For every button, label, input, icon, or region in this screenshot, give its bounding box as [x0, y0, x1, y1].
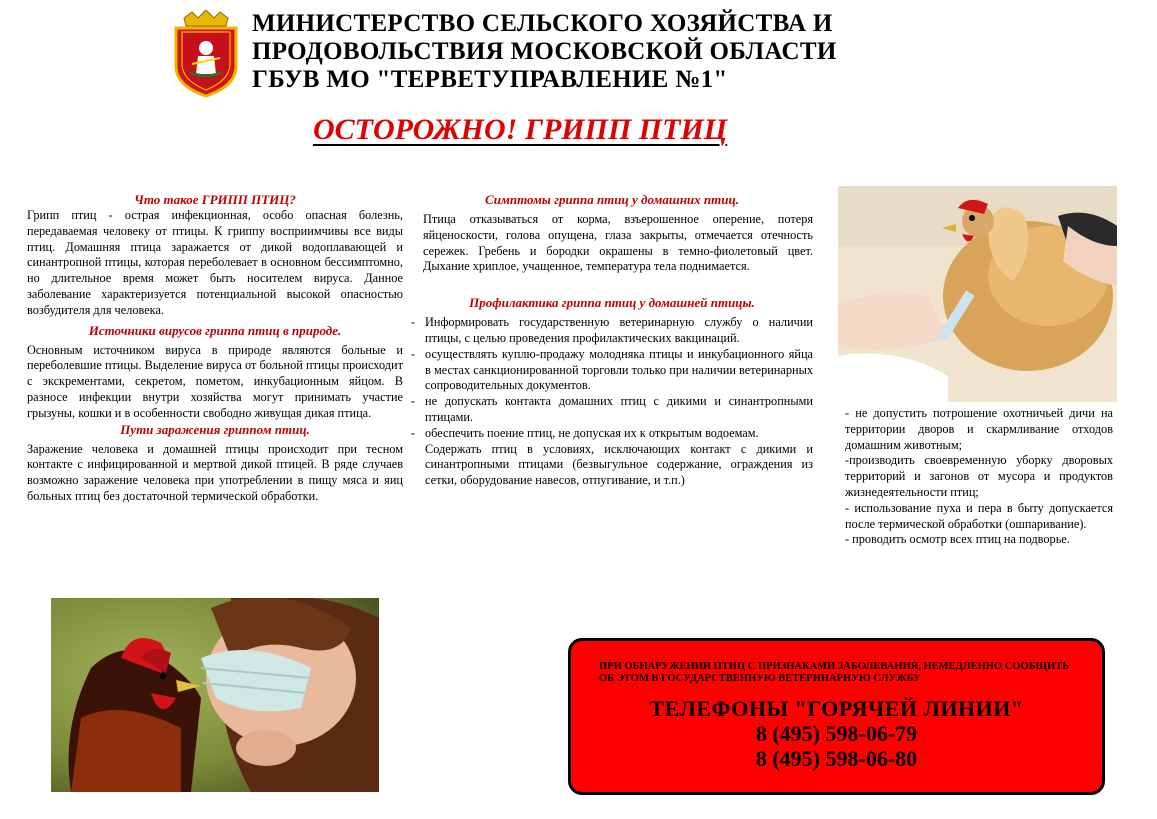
- heading-symptoms: Симптомы гриппа птиц у домашних птиц.: [485, 192, 739, 207]
- list-item: - обеспечить поение птиц, не допуская их к открытым водоемам.: [411, 426, 813, 442]
- heading-virus-sources: Источники вирусов гриппа птиц в природе.: [88, 322, 342, 338]
- paragraph-symptoms: Птица отказываться от корма, взъерошенное оперение, потеря яйценоскости, голова опущена, глаза закрыты, отмечается отечность сережек. Гребень и бородки окрашены в темно-фиолетовый цвет. Дыхание хриплое, учащенное, температура тела поднимается.: [423, 212, 813, 274]
- header-line-1: МИНИСТЕРСТВО СЕЛЬСКОГО ХОЗЯЙСТВА И: [252, 10, 833, 37]
- paragraph-what-is-flu: Грипп птиц - острая инфекционная, особо опасная болезнь, передаваемая человеку от птицы. К гриппу восприимчивы все виды птиц. Домашняя птица заражается от дикой водоплавающей и синантропной птицы, которая переболевает в основном бессимптомно, но длительное время может быть носителем вируса. Данное заболевание характеризуется потенциальной высокой опасностью возбудителя для человека.: [27, 208, 403, 317]
- prevention-list: [411, 315, 813, 489]
- list-item: Содержать птиц в условиях, исключающих контакт с дикими и синантропными птицами (безвыгульное содержание, ограждения из сетки, оборудование навесов, отпугивание, и т.п.): [425, 441, 813, 488]
- hotline-notice: ПРИ ОБНАРУЖЕНИИ ПТИЦ С ПРИЗНАКАМИ ЗАБОЛЕВАНИЯ, НЕМЕДЛЕННО СООБЩИТЬ ОБ ЭТОМ В ГОСУДАРСТВЕННУЮ ВЕТЕРИНАРНУЮ СЛУЖБУ: [599, 661, 1070, 684]
- heading-prevention: Профилактика гриппа птиц у домашней птицы.: [469, 295, 755, 311]
- list-item: - осуществлять куплю-продажу молодняка птицы и инкубационного яйца в местах санкционированной торговли только при наличии ветеринарных сопроводительных документов.: [411, 347, 813, 394]
- boy-with-rooster-photo: [51, 598, 379, 792]
- hotline-panel: [568, 638, 1105, 795]
- hotline-phone-1[interactable]: 8 (495) 598-06-79: [755, 721, 918, 746]
- moscow-oblast-coat-of-arms: [170, 10, 242, 98]
- header-line-3: ГБУВ МО "ТЕРВЕТУПРАВЛЕНИЕ №1": [252, 66, 728, 93]
- header-line-2: ПРОДОВОЛЬСТВИЯ МОСКОВСКОЙ ОБЛАСТИ: [252, 38, 837, 65]
- list-item: - использование пуха и пера в быту допускается после термической обработки (ошпаривание).: [845, 500, 1113, 531]
- column-middle: [411, 192, 813, 489]
- paragraph-virus-sources: Основным источником вируса в природе являются больные и переболевшие птицы. Выделение вируса от больной птицы происходит с экскрементами, секретом, пометом, инкубационным яйцом. В разносе инфекции внутри хозяйства могут принимать участие грызуны, кошки и в особенности свободно живущая дикая птица.: [27, 342, 403, 420]
- hotline-title: ТЕЛЕФОНЫ "ГОРЯЧЕЙ ЛИНИИ": [649, 696, 1024, 721]
- chicken-vaccination-photo: [838, 186, 1117, 402]
- column-right: [845, 406, 1113, 548]
- heading-infection-ways: Пути заражения гриппом птиц.: [120, 421, 310, 437]
- hotline-phone-2[interactable]: 8 (495) 598-06-80: [755, 746, 918, 771]
- column-left: [27, 192, 403, 505]
- ministry-header: [252, 10, 952, 94]
- page-title: ОСТОРОЖНО! ГРИПП ПТИЦ: [313, 113, 728, 146]
- list-item: - Информировать государственную ветеринарную службу о наличии птицы, с целью проведения профилактических вакцинаций.: [411, 315, 813, 347]
- list-item: - проводить осмотр всех птиц на подворье.: [845, 532, 1070, 547]
- list-item: - не допускать контакта домашних птиц с дикими и синантропными птицами.: [411, 394, 813, 426]
- list-item: - не допустить потрошение охотничьей дичи на территории дворов и скармливание отходов домашним животным;: [845, 406, 1113, 452]
- heading-what-is-flu: Что такое ГРИПП ПТИЦ?: [134, 192, 296, 207]
- list-item: -производить своевременную уборку дворовых территорий и загонов от мусора и продуктов жизнедеятельности птиц;: [845, 453, 1113, 499]
- paragraph-infection-ways: Заражение человека и домашней птицы происходит при тесном контакте с инфицированной и мертвой дикой птицей. В ряде случаев возможно заражение человека при употреблении в пищу мяса и яиц больных птиц без достаточной термической обработки.: [27, 441, 403, 503]
